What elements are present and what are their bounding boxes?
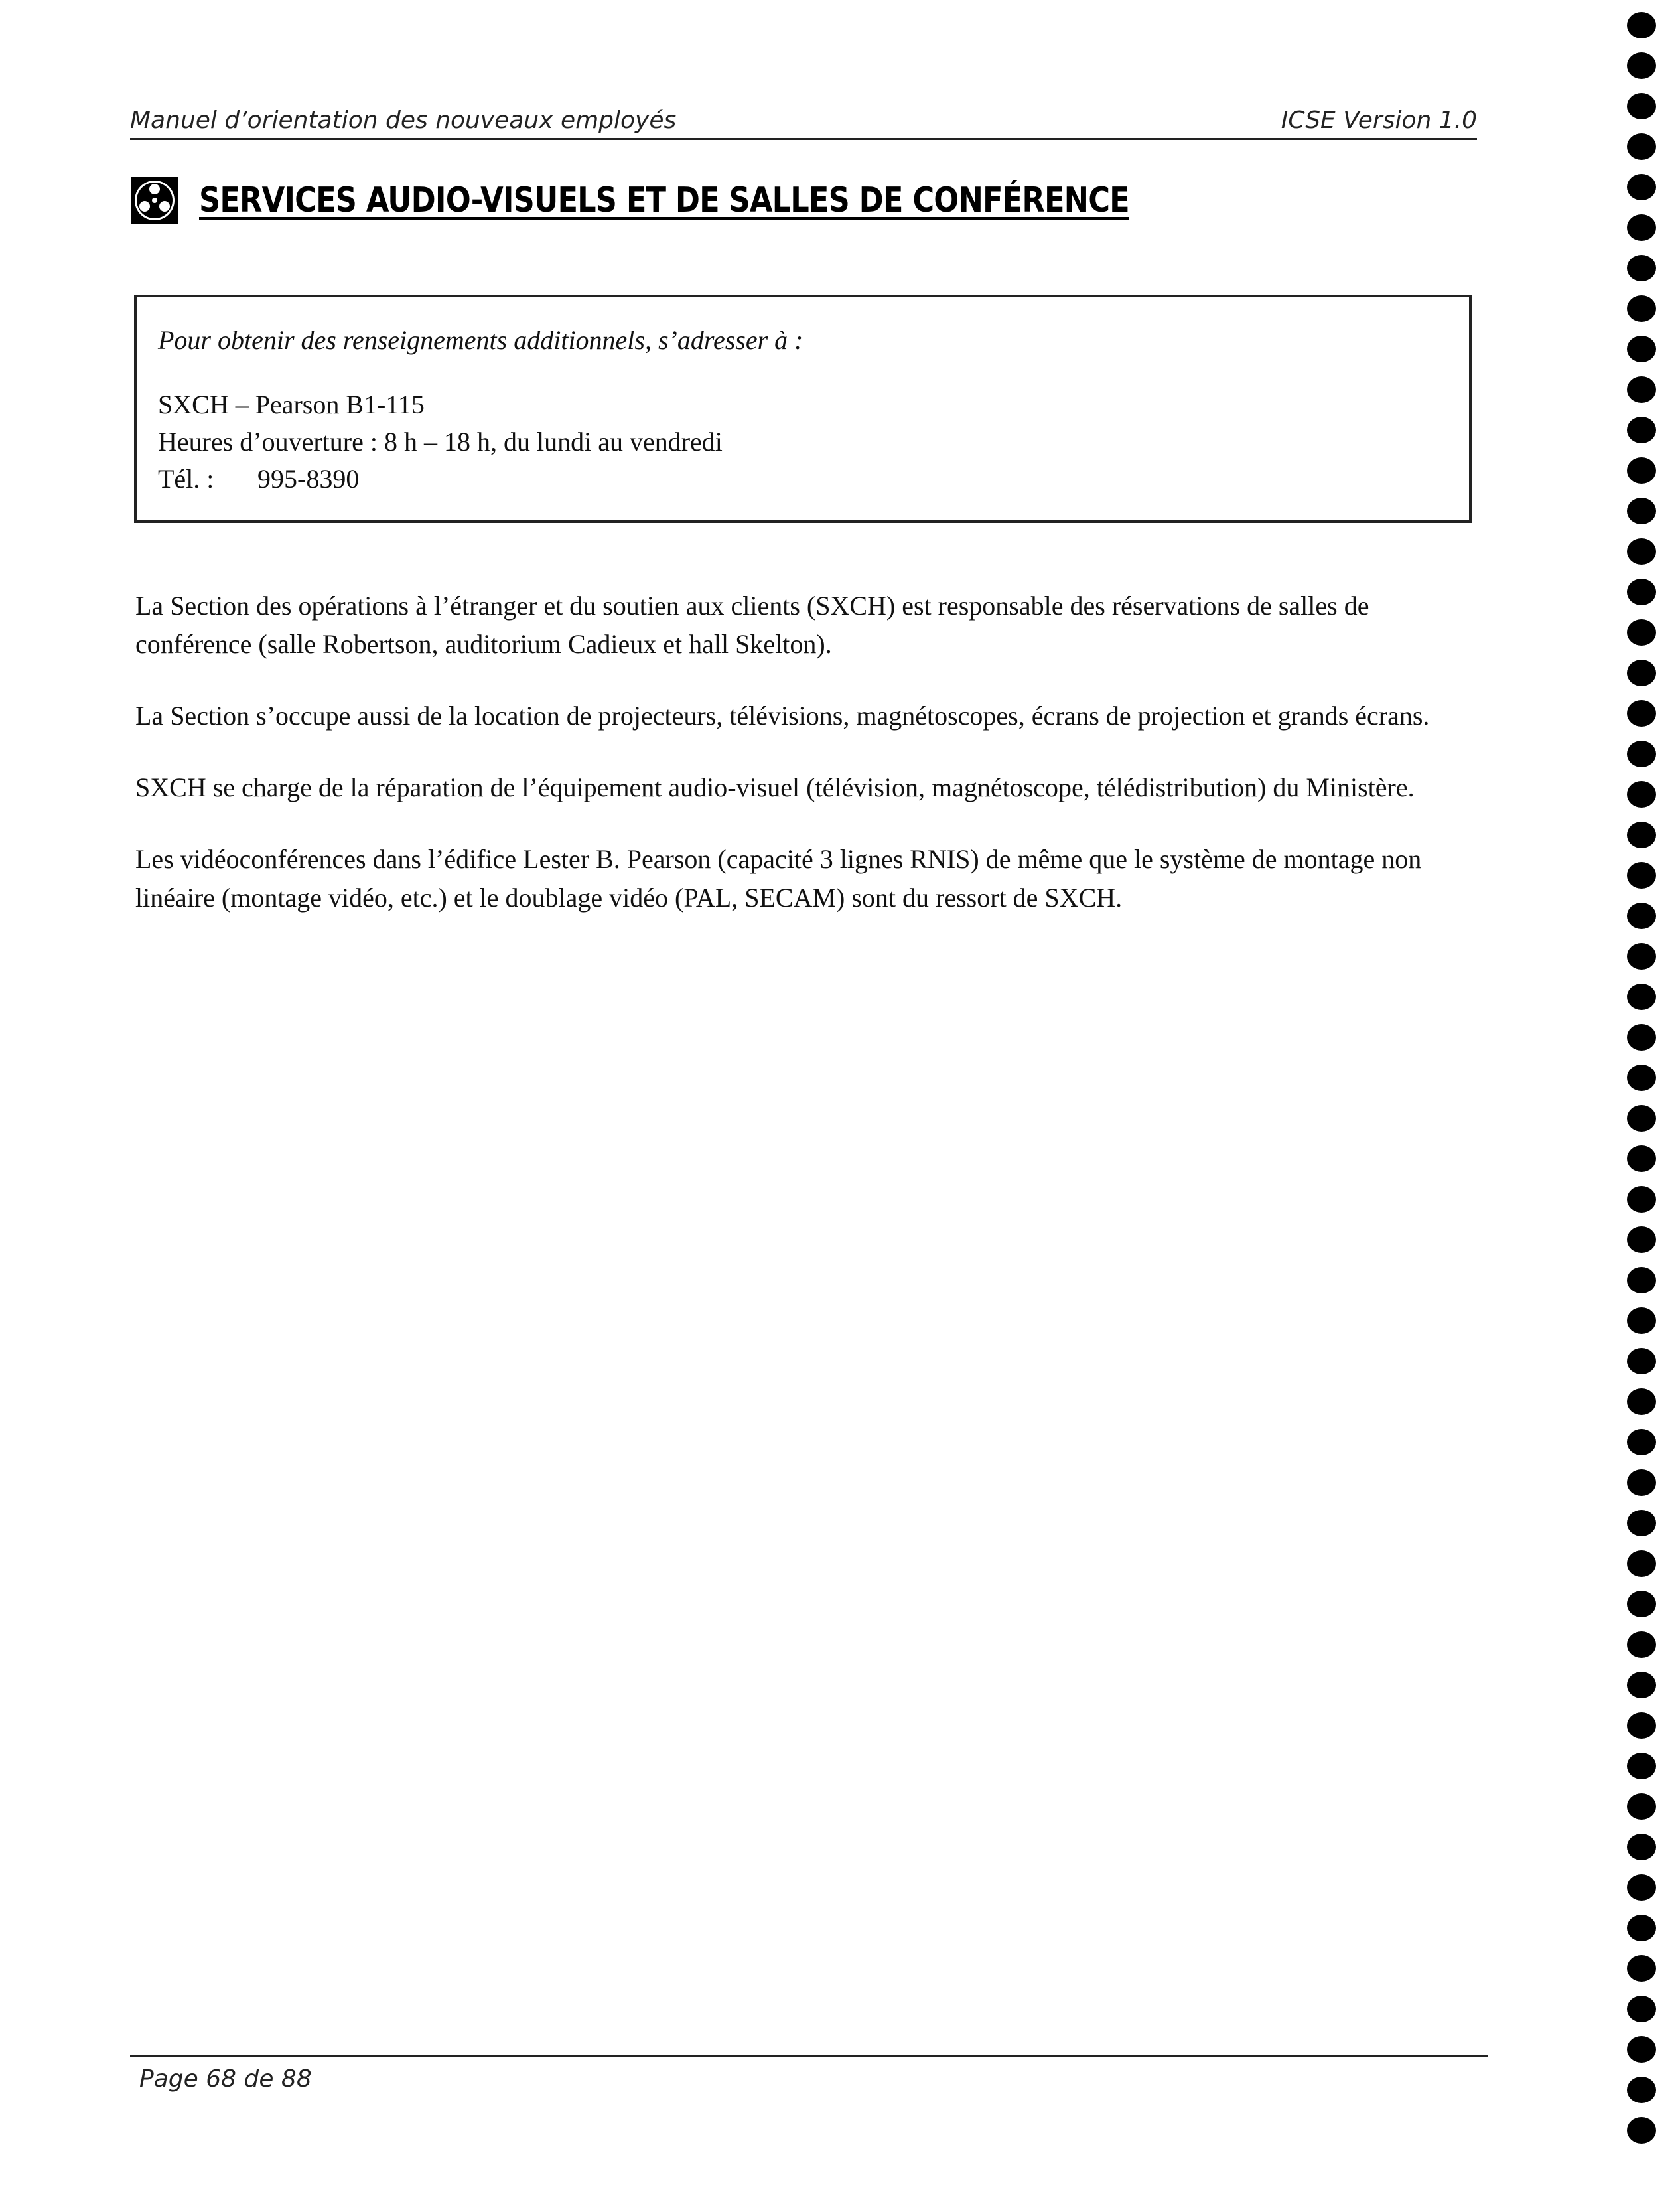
- binding-hole: [1627, 1024, 1656, 1051]
- section-heading: [130, 174, 1281, 227]
- binding-hole: [1627, 943, 1656, 970]
- contact-location: SXCH – Pearson B1-115: [158, 390, 425, 419]
- binding-hole: [1627, 93, 1656, 119]
- binding-hole: [1627, 984, 1656, 1010]
- phone-label: Tél. :: [158, 464, 214, 494]
- binding-hole: [1627, 1388, 1656, 1415]
- binding-hole: [1627, 1065, 1656, 1091]
- binding-hole: [1627, 700, 1656, 727]
- paragraph-equipment-rental: La Section s’occupe aussi de la location de projecteurs, télévisions, magnétoscopes, écrans de projection et grands écrans.: [135, 701, 1430, 731]
- binding-hole: [1627, 1105, 1656, 1132]
- contact-hours: Heures d’ouverture : 8 h – 18 h, du lundi au vendredi: [158, 427, 723, 457]
- binding-hole: [1627, 579, 1656, 605]
- paragraph-videoconference: Les vidéoconférences dans l’édifice Lester B. Pearson (capacité 3 lignes RNIS) de même que le système de montage non linéaire (montage vidéo, etc.) et le doublage vidéo (PAL, SECAM) sont du ressort de SXCH.: [135, 844, 1422, 913]
- binding-hole: [1627, 1469, 1656, 1496]
- binding-hole: [1627, 822, 1656, 848]
- binding-hole: [1627, 1550, 1656, 1577]
- binding-hole: [1627, 1631, 1656, 1658]
- binding-hole: [1627, 417, 1656, 443]
- binding-hole: [1627, 255, 1656, 281]
- binding-hole: [1627, 1996, 1656, 2022]
- binding-hole: [1627, 52, 1656, 79]
- paragraph-reservations: La Section des opérations à l’étranger et du soutien aux clients (SXCH) est responsable des réservations de salles de conférence (salle Robertson, auditorium Cadieux et hall Skelton).: [135, 591, 1369, 659]
- binding-hole: [1627, 214, 1656, 241]
- header-version: ICSE Version 1.0: [1281, 107, 1477, 134]
- section-title: SERVICES AUDIO-VISUELS ET DE SALLES DE CONFÉRENCE: [199, 181, 1129, 220]
- binding-hole: [1627, 1672, 1656, 1698]
- paragraph-repair: SXCH se charge de la réparation de l’équipement audio-visuel (télévision, magnétoscope, télédistribution) du Ministère.: [135, 773, 1415, 802]
- binding-hole: [1627, 619, 1656, 646]
- binding-hole: [1627, 1429, 1656, 1455]
- binding-hole: [1627, 1753, 1656, 1779]
- binding-hole: [1627, 1712, 1656, 1739]
- binding-hole: [1627, 376, 1656, 403]
- footer-divider: [130, 2055, 1488, 2057]
- binding-hole: [1627, 781, 1656, 808]
- binding-hole: [1627, 1834, 1656, 1860]
- binding-hole: [1627, 295, 1656, 322]
- binding-hole: [1627, 1591, 1656, 1617]
- binding-hole: [1627, 1145, 1656, 1172]
- binding-hole: [1627, 1874, 1656, 1901]
- binding-hole: [1627, 1348, 1656, 1374]
- phone-number: 995-8390: [257, 464, 360, 494]
- contact-intro: Pour obtenir des renseignements additionnels, s’adresser à :: [158, 325, 804, 355]
- page-number: Page 68 de 88: [139, 2065, 312, 2093]
- binding-hole: [1627, 12, 1656, 38]
- binding-hole: [1627, 2077, 1656, 2103]
- binding-hole: [1627, 336, 1656, 362]
- binding-hole: [1627, 862, 1656, 889]
- body-text: [135, 587, 1469, 950]
- film-reel-icon: [130, 176, 179, 225]
- header-manual-title: Manuel d’orientation des nouveaux employés: [130, 107, 677, 134]
- binding-hole: [1627, 2117, 1656, 2144]
- binding-hole: [1627, 174, 1656, 200]
- page-header: [130, 100, 1477, 140]
- binding-hole: [1627, 1510, 1656, 1536]
- contact-info-box: [134, 295, 1472, 523]
- binding-hole: [1627, 1955, 1656, 1982]
- binding-hole: [1627, 498, 1656, 524]
- binding-hole: [1627, 903, 1656, 929]
- binding-hole: [1627, 1793, 1656, 1820]
- binding-hole: [1627, 1915, 1656, 1941]
- binding-hole: [1627, 538, 1656, 565]
- binding-hole: [1627, 457, 1656, 484]
- contact-phone: [158, 461, 1448, 498]
- binding-hole: [1627, 133, 1656, 160]
- binding-hole: [1627, 1307, 1656, 1334]
- binding-holes: [1627, 12, 1661, 2158]
- binding-hole: [1627, 1186, 1656, 1213]
- binding-hole: [1627, 1226, 1656, 1253]
- binding-hole: [1627, 1267, 1656, 1293]
- binding-hole: [1627, 660, 1656, 686]
- binding-hole: [1627, 2036, 1656, 2063]
- binding-hole: [1627, 741, 1656, 767]
